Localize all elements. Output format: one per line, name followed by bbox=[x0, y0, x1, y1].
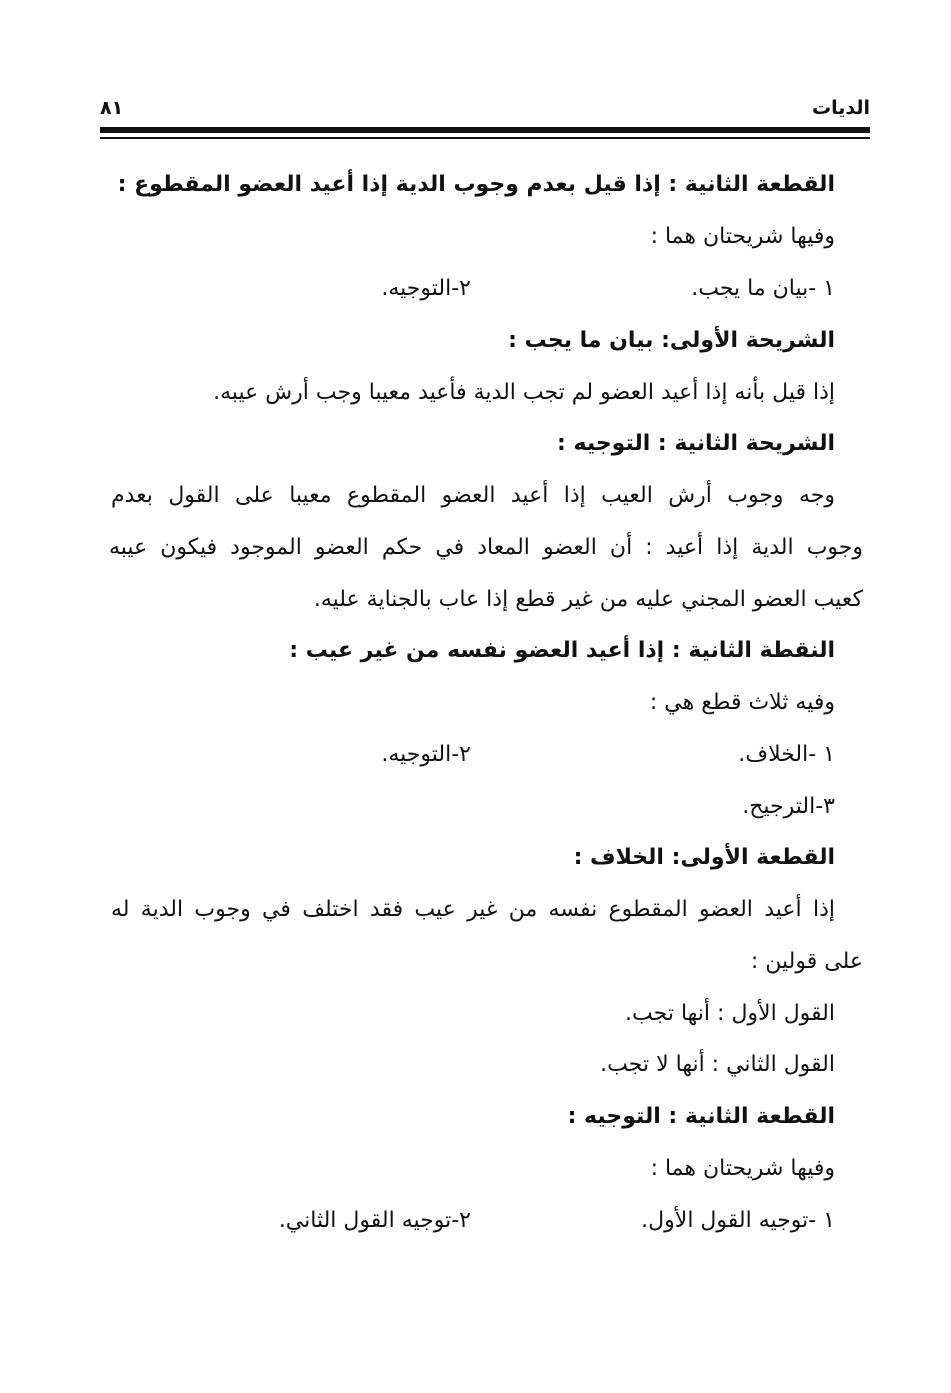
section-heading-6: القطعة الثانية : التوجيه : bbox=[567, 1104, 835, 1129]
paragraph-line: إذا قيل بأنه إذا أعيد العضو لم تجب الدية فأعيد معيبا وجب أرش عيبه. bbox=[213, 380, 835, 405]
list-item-2: ٢-التوجيه. bbox=[381, 276, 471, 301]
list-item-2: ٢-التوجيه. bbox=[381, 742, 471, 767]
list-item-1: ١ -الخلاف. bbox=[738, 742, 835, 767]
chapter-title: الديات bbox=[812, 97, 870, 119]
section-heading-5: القطعة الأولى: الخلاف : bbox=[573, 845, 835, 870]
list-item-2: ٢-توجيه القول الثاني. bbox=[278, 1208, 471, 1233]
header-rule-thin bbox=[100, 137, 870, 139]
paragraph-line: وفيها شريحتان هما : bbox=[650, 1156, 835, 1181]
page-number: ٨١ bbox=[100, 97, 124, 119]
paragraph-line: كعيب العضو المجني عليه من غير قطع إذا عاب بالجناية عليه. bbox=[313, 587, 863, 612]
paragraph-line: وفيه ثلاث قطع هي : bbox=[649, 690, 835, 715]
opinion-2: القول الثاني : أنها لا تجب. bbox=[600, 1052, 835, 1077]
running-header bbox=[100, 96, 870, 126]
header-rule-thick bbox=[100, 127, 870, 133]
section-heading-2: الشريحة الأولى: بيان ما يجب : bbox=[508, 328, 835, 353]
paragraph-line: وفيها شريحتان هما : bbox=[650, 224, 835, 249]
section-heading-4: النقطة الثانية : إذا أعيد العضو نفسه من غير عيب : bbox=[289, 638, 835, 663]
list-item-1: ١ -بيان ما يجب. bbox=[691, 276, 835, 301]
paragraph-line: وجه وجوب أرش العيب إذا أعيد العضو المقطوع معيبا على القول بعدم bbox=[111, 483, 835, 508]
list-item-3: ٣-الترجيح. bbox=[742, 794, 835, 819]
paragraph-line: إذا أعيد العضو المقطوع نفسه من غير عيب فقد اختلف في وجوب الدية له bbox=[111, 897, 835, 922]
list-item-1: ١ -توجيه القول الأول. bbox=[641, 1208, 835, 1233]
section-heading-3: الشريحة الثانية : التوجيه : bbox=[557, 431, 835, 456]
paragraph-line: وجوب الدية إذا أعيد : أن العضو المعاد في حكم العضو الموجود فيكون عيبه bbox=[109, 535, 863, 560]
section-heading-1: القطعة الثانية : إذا قيل بعدم وجوب الدية إذا أعيد العضو المقطوع : bbox=[117, 172, 835, 197]
opinion-1: القول الأول : أنها تجب. bbox=[625, 1001, 835, 1026]
paragraph-line: على قولين : bbox=[750, 949, 863, 974]
